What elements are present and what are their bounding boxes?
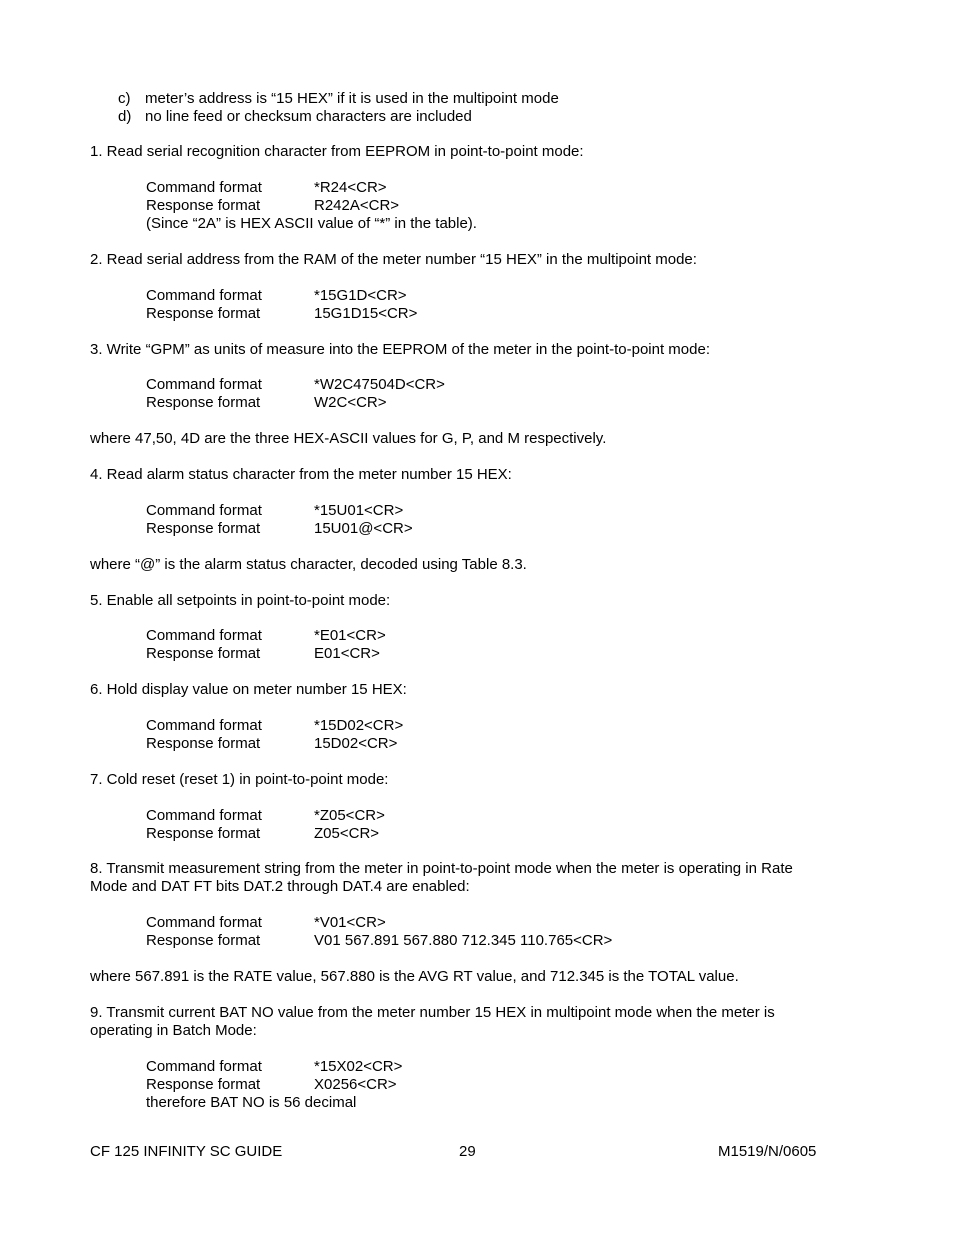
example-6-response-value: 15D02<CR> [314, 735, 398, 752]
example-9-command-value: *15X02<CR> [314, 1058, 403, 1075]
example-6-response-label: Response format [146, 735, 261, 752]
example-9-heading-continued: operating in Batch Mode: [90, 1022, 257, 1039]
example-2-command-label: Command format [146, 287, 262, 304]
example-9-command-label: Command format [146, 1058, 262, 1075]
example-9-response-value: X0256<CR> [314, 1076, 397, 1093]
example-7-command-label: Command format [146, 807, 262, 824]
example-2-response-value: 15G1D15<CR> [314, 305, 418, 322]
list-label-c: c) [118, 90, 131, 107]
example-7-command-value: *Z05<CR> [314, 807, 385, 824]
example-3-command-label: Command format [146, 376, 262, 393]
example-8-command-label: Command format [146, 914, 262, 931]
example-2-response-label: Response format [146, 305, 261, 322]
example-4-command-value: *15U01<CR> [314, 502, 404, 519]
list-item-c: meter’s address is “15 HEX” if it is used in the multipoint mode [145, 90, 559, 107]
example-4-response-label: Response format [146, 520, 261, 537]
example-3-heading: 3. Write “GPM” as units of measure into the EEPROM of the meter in the point-to-point mode: [90, 341, 710, 358]
example-6-command-label: Command format [146, 717, 262, 734]
example-3-command-value: *W2C47504D<CR> [314, 376, 445, 393]
example-8-response-label: Response format [146, 932, 261, 949]
example-6-command-value: *15D02<CR> [314, 717, 404, 734]
example-8-heading: 8. Transmit measurement string from the meter in point-to-point mode when the meter is operating in Rate [90, 860, 793, 877]
example-1-heading: 1. Read serial recognition character from EEPROM in point-to-point mode: [90, 143, 584, 160]
example-1-command-label: Command format [146, 179, 262, 196]
footer-page-number: 29 [459, 1143, 476, 1160]
example-9-response-label: Response format [146, 1076, 261, 1093]
example-8-command-value: *V01<CR> [314, 914, 386, 931]
list-label-d: d) [118, 108, 132, 125]
example-3-response-label: Response format [146, 394, 261, 411]
example-8-heading-continued: Mode and DAT FT bits DAT.2 through DAT.4 are enabled: [90, 878, 470, 895]
example-7-response-label: Response format [146, 825, 261, 842]
example-8-explanation: where 567.891 is the RATE value, 567.880 is the AVG RT value, and 712.345 is the TOTAL value. [90, 968, 739, 985]
example-2-heading: 2. Read serial address from the RAM of the meter number “15 HEX” in the multipoint mode: [90, 251, 697, 268]
example-8-response-value: V01 567.891 567.880 712.345 110.765<CR> [314, 932, 613, 949]
list-item-d: no line feed or checksum characters are included [145, 108, 472, 125]
example-1-note: (Since “2A” is HEX ASCII value of “*” in the table). [146, 215, 477, 232]
example-5-command-value: *E01<CR> [314, 627, 386, 644]
example-7-response-value: Z05<CR> [314, 825, 380, 842]
example-2-command-value: *15G1D<CR> [314, 287, 407, 304]
example-4-heading: 4. Read alarm status character from the meter number 15 HEX: [90, 466, 512, 483]
example-4-command-label: Command format [146, 502, 262, 519]
example-3-response-value: W2C<CR> [314, 394, 387, 411]
example-4-response-value: 15U01@<CR> [314, 520, 413, 537]
example-6-heading: 6. Hold display value on meter number 15 HEX: [90, 681, 407, 698]
example-1-command-value: *R24<CR> [314, 179, 387, 196]
example-5-response-label: Response format [146, 645, 261, 662]
example-9-heading: 9. Transmit current BAT NO value from the meter number 15 HEX in multipoint mode when the meter is [90, 1004, 775, 1021]
example-3-explanation: where 47,50, 4D are the three HEX-ASCII values for G, P, and M respectively. [90, 430, 607, 447]
example-4-explanation: where “@” is the alarm status character, decoded using Table 8.3. [90, 556, 527, 573]
example-5-heading: 5. Enable all setpoints in point-to-point mode: [90, 592, 391, 609]
example-1-response-label: Response format [146, 197, 261, 214]
example-1-response-value: R242A<CR> [314, 197, 400, 214]
example-5-command-label: Command format [146, 627, 262, 644]
footer-document-title: CF 125 INFINITY SC GUIDE [90, 1143, 283, 1160]
footer-document-code: M1519/N/0605 [718, 1143, 817, 1160]
example-5-response-value: E01<CR> [314, 645, 380, 662]
example-7-heading: 7. Cold reset (reset 1) in point-to-point mode: [90, 771, 389, 788]
example-9-note: therefore BAT NO is 56 decimal [146, 1094, 357, 1111]
